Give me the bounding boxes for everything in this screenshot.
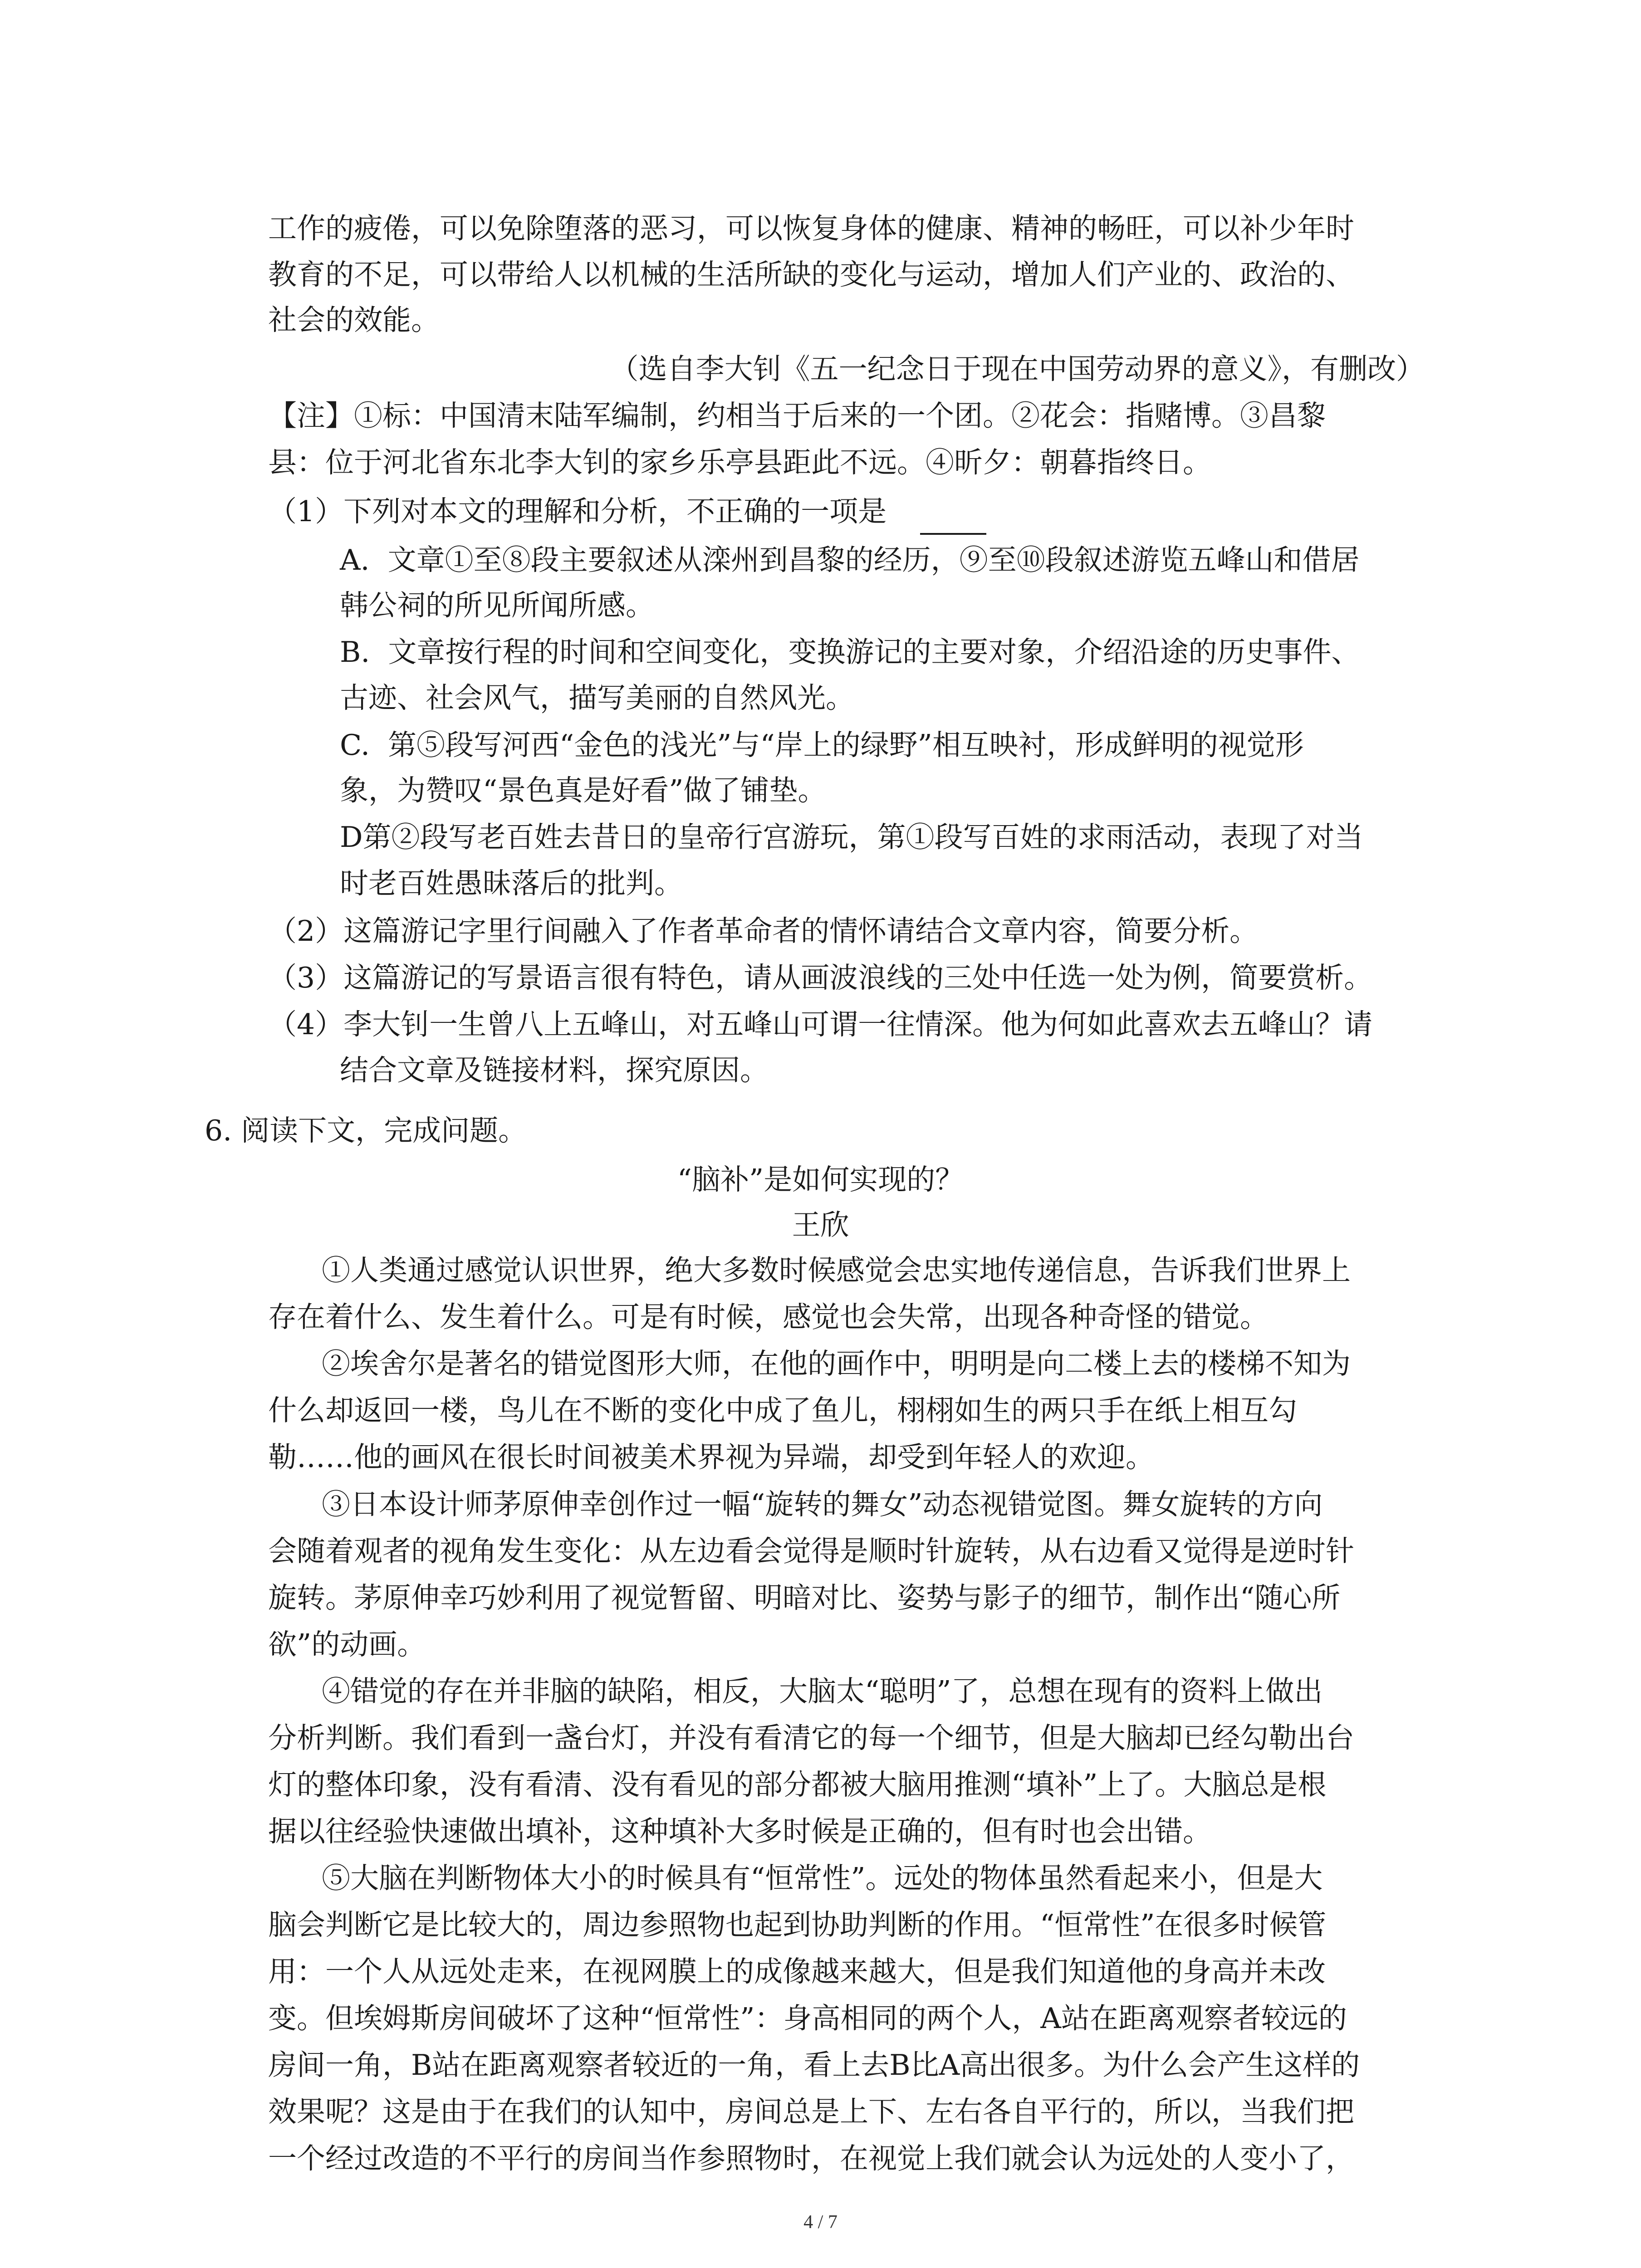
answer-blank xyxy=(920,533,986,535)
paragraph-line: ③日本设计师茅原伸幸创作过一幅“旋转的舞女”动态视错觉图。舞女旋转的方向 xyxy=(322,1488,1323,1521)
page-number: 4 / 7 xyxy=(803,2212,838,2233)
paragraph-line: ④错觉的存在并非脑的缺陷，相反，大脑太“聪明”了，总想在现有的资料上做出 xyxy=(322,1675,1323,1708)
paragraph-line: 勒……他的画风在很长时间被美术界视为异端，却受到年轻人的欢迎。 xyxy=(268,1441,1154,1474)
article-author: 王欣 xyxy=(792,1208,849,1242)
paragraph-line: ⑤大脑在判断物体大小的时候具有“恒常性”。远处的物体虽然看起来小，但是大 xyxy=(322,1862,1323,1895)
question-3: （3）这篇游记的写景语言很有特色，请从画波浪线的三处中任选一处为例，简要赏析。 xyxy=(268,961,1373,994)
option-a: 韩公祠的所见所闻所感。 xyxy=(340,589,654,622)
paragraph-line: 脑会判断它是比较大的，周边参照物也起到协助判断的作用。“恒常性”在很多时候管 xyxy=(268,1908,1327,1941)
paragraph-line: ①人类通过感觉认识世界，绝大多数时候感觉会忠实地传递信息，告诉我们世界上 xyxy=(322,1254,1351,1287)
passage-line: 社会的效能。 xyxy=(268,303,440,337)
paragraph-line: ②埃舍尔是著名的错觉图形大师，在他的画作中，明明是向二楼上去的楼梯不知为 xyxy=(322,1347,1351,1380)
paragraph-line: 会随着观者的视角发生变化：从左边看会觉得是顺时针旋转，从右边看又觉得是逆时针 xyxy=(268,1535,1354,1568)
article-title: “脑补”是如何实现的？ xyxy=(677,1163,964,1196)
paragraph-line: 房间一角，B站在距离观察者较近的一角，看上去B比A高出很多。为什么会产生这样的 xyxy=(268,2048,1360,2082)
paragraph-line: 效果呢？这是由于在我们的认知中，房间总是上下、左右各自平行的，所以，当我们把 xyxy=(268,2095,1354,2128)
question-1-stem: （1）下列对本文的理解和分析，不正确的一项是 xyxy=(268,495,887,528)
paragraph-line: 欲”的动画。 xyxy=(268,1628,426,1661)
option-d: 时老百姓愚昧落后的批判。 xyxy=(340,867,683,900)
source-citation: （选自李大钊《五一纪念日于现在中国劳动界的意义》，有删改） xyxy=(610,352,1425,386)
option-d: D第②段写老百姓去昔日的皇帝行宫游玩，第①段写百姓的求雨活动，表现了对当 xyxy=(340,821,1363,854)
paragraph-line: 用：一个人从远处走来，在视网膜上的成像越来越大，但是我们知道他的身高并未改 xyxy=(268,1955,1326,1988)
paragraph-line: 什么却返回一楼，鸟儿在不断的变化中成了鱼儿，栩栩如生的两只手在纸上相互勾 xyxy=(268,1394,1297,1427)
paragraph-line: 变。但埃姆斯房间破坏了这种“恒常性”：身高相同的两个人，A站在距离观察者较远的 xyxy=(268,2002,1347,2035)
annotation-note: 县：位于河北省东北李大钊的家乡乐亭县距此不远。④昕夕：朝暮指终日。 xyxy=(268,446,1211,479)
paragraph-line: 存在着什么、发生着什么。可是有时候，感觉也会失常，出现各种奇怪的错觉。 xyxy=(268,1300,1269,1334)
question-6-heading: 6. 阅读下文，完成问题。 xyxy=(205,1114,527,1147)
option-c: C. 第⑤段写河西“金色的浅光”与“岸上的绿野”相互映衬，形成鲜明的视觉形 xyxy=(340,728,1304,762)
passage-line: 工作的疲倦，可以免除堕落的恶习，可以恢复身体的健康、精神的畅旺，可以补少年时 xyxy=(268,212,1354,245)
question-2: （2）这篇游记字里行间融入了作者革命者的情怀请结合文章内容，简要分析。 xyxy=(268,914,1259,948)
option-b: B. 文章按行程的时间和空间变化，变换游记的主要对象，介绍沿途的历史事件、 xyxy=(340,635,1360,669)
annotation-note: 【注】①标：中国清末陆军编制，约相当于后来的一个团。②花会：指赌博。③昌黎 xyxy=(268,399,1326,432)
question-4: 结合文章及链接材料，探究原因。 xyxy=(340,1054,769,1087)
option-a: A. 文章①至⑧段主要叙述从滦州到昌黎的经历，⑨至⑩段叙述游览五峰山和借居 xyxy=(340,543,1360,577)
option-b: 古迹、社会风气，描写美丽的自然风光。 xyxy=(340,681,854,714)
question-4: （4）李大钊一生曾八上五峰山，对五峰山可谓一往情深。他为何如此喜欢去五峰山？请 xyxy=(268,1008,1373,1041)
passage-line: 教育的不足，可以带给人以机械的生活所缺的变化与运动，增加人们产业的、政治的、 xyxy=(268,258,1354,291)
paragraph-line: 旋转。茅原伸幸巧妙利用了视觉暂留、明暗对比、姿势与影子的细节，制作出“随心所 xyxy=(268,1581,1341,1614)
paragraph-line: 灯的整体印象，没有看清、没有看见的部分都被大脑用推测“填补”上了。大脑总是根 xyxy=(268,1768,1327,1801)
paragraph-line: 分析判断。我们看到一盏台灯，并没有看清它的每一个细节，但是大脑却已经勾勒出台 xyxy=(268,1721,1354,1755)
option-c: 象，为赞叹“景色真是好看”做了铺垫。 xyxy=(340,774,827,807)
paragraph-line: 据以往经验快速做出填补，这种填补大多时候是正确的，但有时也会出错。 xyxy=(268,1815,1211,1848)
paragraph-line: 一个经过改造的不平行的房间当作参照物时，在视觉上我们就会认为远处的人变小了， xyxy=(268,2142,1354,2175)
